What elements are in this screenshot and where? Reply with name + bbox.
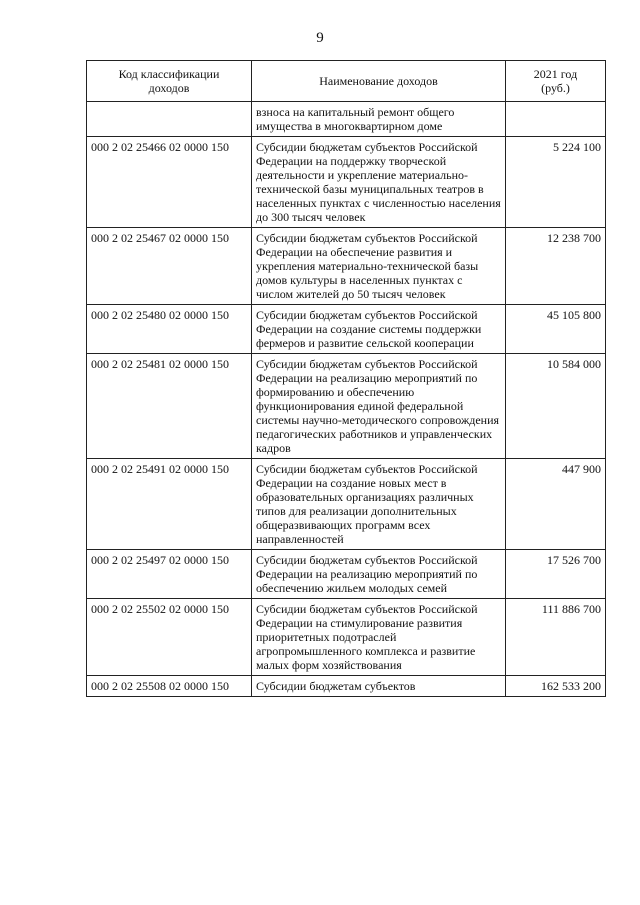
row-code: 000 2 02 25508 02 0000 150 (87, 676, 252, 697)
row-name: Субсидии бюджетам субъектов Российской Федерации на создание новых мест в образовательных организациях различных типов для реализации дополнительных общеразвивающих программ всех направленностей (252, 459, 506, 550)
row-code: 000 2 02 25497 02 0000 150 (87, 550, 252, 599)
table-row (87, 550, 606, 599)
row-name: Субсидии бюджетам субъектов Российской Федерации на стимулирование развития приоритетных подотраслей агропромышленного комплекса и развитие малых форм хозяйствования (252, 599, 506, 676)
table-row (87, 459, 606, 550)
header-code (87, 61, 252, 102)
row-amount (506, 102, 606, 137)
row-name: Субсидии бюджетам субъектов Российской Федерации на реализацию мероприятий по обеспечению жильем молодых семей (252, 550, 506, 599)
table-row (87, 676, 606, 697)
row-code: 000 2 02 25502 02 0000 150 (87, 599, 252, 676)
table-row (87, 599, 606, 676)
row-amount: 111 886 700 (506, 599, 606, 676)
row-code: 000 2 02 25481 02 0000 150 (87, 354, 252, 459)
header-amount (506, 61, 606, 102)
table-row (87, 228, 606, 305)
table-header-row (87, 61, 606, 102)
table-row (87, 137, 606, 228)
row-name: Субсидии бюджетам субъектов (252, 676, 506, 697)
header-code-line: доходов (148, 81, 190, 95)
row-code (87, 102, 252, 137)
page-number: 9 (316, 30, 324, 46)
header-code-line: Код классификации (118, 67, 220, 81)
table-row (87, 305, 606, 354)
revenue-table (86, 60, 606, 697)
row-amount: 10 584 000 (506, 354, 606, 459)
header-name-line: Наименование доходов (319, 74, 438, 88)
row-name: Субсидии бюджетам субъектов Российской Федерации на поддержку творческой деятельности и укрепление материально-технической базы муниципальных театров в населенных пунктах с численностью населения до 300 тысяч человек (252, 137, 506, 228)
row-name: Субсидии бюджетам субъектов Российской Федерации на обеспечение развития и укрепления материально-технической базы домов культуры в населенных пунктах с числом жителей до 50 тысяч человек (252, 228, 506, 305)
row-amount: 162 533 200 (506, 676, 606, 697)
row-code: 000 2 02 25480 02 0000 150 (87, 305, 252, 354)
row-amount: 17 526 700 (506, 550, 606, 599)
header-amount-line: (руб.) (541, 81, 570, 95)
row-amount: 45 105 800 (506, 305, 606, 354)
row-amount: 5 224 100 (506, 137, 606, 228)
header-name (252, 61, 506, 102)
row-code: 000 2 02 25467 02 0000 150 (87, 228, 252, 305)
table-row (87, 354, 606, 459)
row-name: Субсидии бюджетам субъектов Российской Федерации на создание системы поддержки фермеров и развитие сельской кооперации (252, 305, 506, 354)
table-row (87, 102, 606, 137)
row-code: 000 2 02 25466 02 0000 150 (87, 137, 252, 228)
row-amount: 447 900 (506, 459, 606, 550)
row-amount: 12 238 700 (506, 228, 606, 305)
row-name: взноса на капитальный ремонт общего имущества в многоквартирном доме (252, 102, 506, 137)
row-name: Субсидии бюджетам субъектов Российской Федерации на реализацию мероприятий по формированию и обеспечению функционирования единой федеральной системы научно-методического сопровождения педагогических работников и управленческих кадров (252, 354, 506, 459)
header-amount-line: 2021 год (533, 67, 578, 81)
row-code: 000 2 02 25491 02 0000 150 (87, 459, 252, 550)
